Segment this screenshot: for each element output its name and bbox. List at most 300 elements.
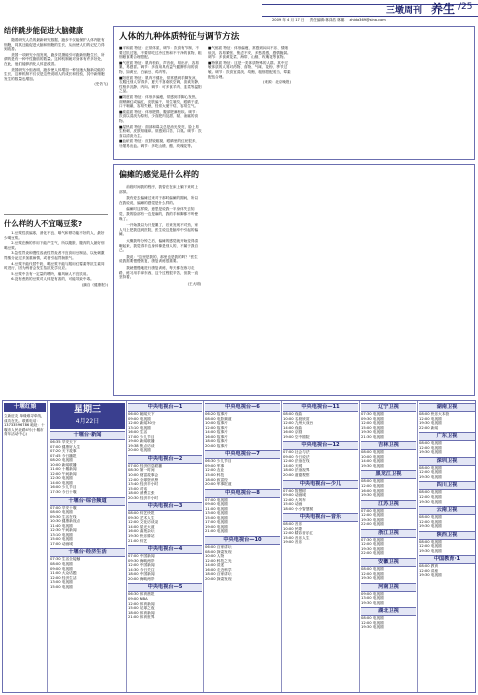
program-row: 14:00 电视剧	[361, 459, 384, 464]
program-row: 19:30 电视剧	[361, 493, 384, 498]
program-row: 13:10 电视剧	[50, 532, 73, 537]
channel-block	[361, 441, 416, 468]
program-row: 19:38 焦点访谈	[128, 443, 155, 448]
program-row: 07:00 智慧树	[283, 488, 306, 493]
article-title: 偏瘫的感觉是什么样的	[119, 170, 199, 179]
channel-title: 十堰台·经济生活	[50, 548, 125, 557]
program-row: 15:00 科技	[205, 473, 225, 478]
program-row: 07:20 天下故事	[50, 449, 77, 454]
program-row: 18:00 中国新闻	[128, 572, 155, 577]
program-row: 19:30 电视剧	[419, 548, 442, 553]
paragraph: 一开始我以为只是累了，后来发现不对劲，家人马上把我送到医院，医生说这是脑卒中引起的偏瘫。	[119, 223, 199, 237]
program-row: 13:00 电视剧	[205, 511, 228, 516]
channel-block	[128, 583, 202, 619]
program-row: 19:30 电视剧	[419, 524, 442, 529]
program-row: 10:00 新闻联播	[50, 462, 77, 467]
channel-title: 中央电视台—2	[128, 455, 202, 464]
channel-block	[283, 441, 358, 477]
channel-title: 湖南卫视	[419, 403, 475, 412]
program-row: 14:00 故事片	[205, 430, 228, 435]
program-row: 08:00 电视剧	[361, 567, 384, 572]
program-row: 10:00 民歌	[283, 526, 303, 531]
program-row: 18:00 消费主张	[128, 491, 155, 496]
channel-block	[361, 583, 416, 606]
ad-title: 十堰红娘	[4, 403, 46, 412]
header-meta	[272, 18, 386, 23]
program-row: 20:00 故事片	[205, 443, 228, 448]
program-row: 15:00 电视剧	[50, 584, 73, 589]
channel-block	[50, 497, 125, 547]
program-row: 12:00 科技之光	[205, 558, 232, 563]
program-row: 21:30 电视剧	[361, 434, 384, 439]
paragraph: 4.豆浆不能代替牛奶，喝豆浆不能与服用红霉素等抗生素同时进行，因为两者会发生拮抗化学反应。	[4, 261, 105, 271]
program-row: 19:30 电视剧	[419, 450, 442, 455]
paragraph: ■湿热质 特征：面部和鼻尖总是油光发亮，脸上易生粉刺，皮肤易瘙痒。常感到口苦、口臭。调节：饮食以清淡为主。	[119, 124, 202, 138]
channel-block	[419, 457, 475, 480]
channel-block	[283, 403, 358, 439]
ad-text: 立新征友 单缘难寻牵线，成功在先。联系电话：13733596786 地址：十堰市人民北路4号(十堰市青年活动中心)	[4, 414, 45, 437]
article-body	[119, 46, 469, 158]
program-row: 16:00 故事片	[205, 434, 228, 439]
paragraph: 6.没有煮熟的豆浆对人体是有害的，可能导致中毒。	[11, 277, 94, 282]
channel-block	[205, 450, 280, 486]
channel-title: 中央电视台—8	[205, 489, 280, 498]
program-row: 08:00 戏曲	[283, 412, 303, 416]
tv-ad-matchmaker	[4, 403, 46, 691]
program-row: 22:00 新闻	[419, 425, 439, 430]
program-row: 20:00 军事报道	[205, 482, 232, 487]
program-row: 18:00 小小智慧树	[283, 506, 314, 511]
article-title: 什么样的人不宜喝豆浆?	[4, 219, 83, 228]
program-row: 07:00 电视剧	[361, 508, 384, 513]
channel-block	[361, 470, 416, 497]
divider	[4, 214, 108, 215]
program-row: 20:00 海峡两岸	[128, 576, 155, 581]
program-row: 15:00 对话	[128, 486, 148, 491]
channel-title: 河南卫视	[361, 583, 416, 592]
program-row: 19:30 电视剧	[361, 463, 384, 468]
program-row: 21:00 体育世界	[128, 615, 155, 620]
program-row: 19:30 电视剧	[361, 625, 384, 630]
channel-title: 中央电视台—少儿	[283, 480, 358, 489]
program-row: 14:00 天网	[283, 463, 303, 468]
program-row: 09:00 今日说法	[283, 454, 310, 459]
program-row: 12:00 中国新闻	[128, 563, 155, 568]
program-row: 15:00 动画	[283, 502, 303, 507]
program-row: 08:00 电视剧	[419, 465, 442, 470]
program-row: 12:00 电视剧	[419, 495, 442, 500]
program-row: 08:00 综艺快报	[128, 511, 155, 516]
program-row: 20:00 道德观察	[283, 473, 310, 478]
program-row: 13:40 经济半小时	[128, 482, 159, 487]
tv-column-2	[128, 403, 202, 691]
column-rule	[359, 401, 360, 692]
program-row: 06:30 体育晨报	[128, 592, 155, 597]
channel-title: 陕西卫视	[419, 531, 475, 540]
page-header	[0, 0, 478, 22]
program-row: 12:30 电视剧	[50, 476, 73, 481]
program-row: 19:30 电视剧	[361, 517, 384, 522]
article-title: 人体的九种体质特征与调节方法	[119, 32, 240, 42]
channel-block	[205, 536, 280, 581]
program-row: 08:30 第一时间	[128, 468, 155, 473]
program-row: 17:30 今日十堰	[50, 490, 77, 495]
program-row: 12:00 大风车	[283, 497, 306, 502]
tv-column-4	[283, 403, 358, 691]
program-row: 12:00 电视剧	[419, 519, 442, 524]
program-row: 10:30 健康新视点	[50, 519, 81, 524]
program-row: 20:00 探索发现	[205, 576, 232, 581]
channel-title: 辽宁卫视	[361, 403, 416, 412]
channel-block	[50, 431, 125, 495]
program-row: 09:30 电视剧	[361, 416, 384, 421]
channel-title: 十堰台·新闻	[50, 431, 125, 440]
program-row: 12:00 电视剧	[361, 513, 384, 518]
program-row: 08:00 教育	[419, 564, 439, 569]
header-email: zhida369@sina.com	[349, 18, 386, 22]
program-row: 18:00 致富经	[205, 477, 228, 482]
program-row: 12:00 电视剧	[361, 421, 384, 426]
program-row: 19:00 新闻联播	[128, 439, 155, 444]
program-row: 19:30 电视剧	[419, 573, 442, 578]
program-row: 07:30 电视剧	[361, 537, 384, 542]
header-section: 三墩周刊	[386, 6, 423, 16]
channel-block	[128, 455, 202, 500]
program-row: 08:00 电视剧	[361, 450, 384, 455]
channel-block	[419, 531, 475, 554]
channel-block	[361, 607, 416, 630]
program-row: 13:00 电视剧	[361, 596, 384, 601]
program-row: 12:00 农业	[205, 468, 225, 473]
channel-block	[128, 403, 202, 453]
channel-block	[419, 555, 475, 578]
program-row: 09:00 NBA	[128, 596, 148, 601]
program-row: 09:00 动画城	[283, 493, 306, 498]
paragraph: 2.豆浆在酶的作用下能产生气，所以腹胀、腹泻的人最好别喝豆浆。	[4, 241, 105, 250]
column-rule	[281, 401, 282, 692]
program-row: 18:00 法治视界	[283, 468, 310, 473]
program-row: 07:30 生活全接触	[50, 557, 81, 562]
program-row: 19:30 快乐驿站	[128, 534, 155, 539]
paragraph: 美国研究小组表明，跑步使人体增加一种加速大脑新功能的生长，这种机制不仅仅是这些说明人的成长和经验，其中新细胞发生的数量也增加。	[4, 67, 105, 81]
paragraph: (来源：北京晚报)	[263, 80, 291, 85]
channel-title: 中央电视台—11	[283, 403, 358, 412]
program-row: 06:00 朝闻天下	[128, 412, 155, 416]
paragraph: ■特禀质 特征：这是一类体质特殊的人群。其中过敏体质的人易对药物、食物、气味、花粉、季节过敏。调节：饮食宜清淡、均衡，粗细搭配适当，荤素配伍合理。	[208, 60, 291, 79]
program-row: 09:30 艺术人生	[128, 515, 155, 520]
program-row: 12:00 电视剧	[419, 470, 442, 475]
program-row: 12:00 讲座	[419, 568, 439, 573]
channel-block	[283, 480, 358, 512]
program-row: 12:00 经济生活	[50, 575, 77, 580]
channel-block	[128, 545, 202, 581]
paragraph: 前段时间我的程序，我曾在在床上躺下来时上部掉。	[119, 185, 199, 194]
program-row: 08:20 电视剧	[50, 458, 73, 463]
program-row: 16:00 少儿节目	[50, 485, 77, 490]
program-row: 08:00 电视剧	[419, 539, 442, 544]
program-row: 12:00 体育新闻	[128, 601, 155, 606]
paragraph: 偏瘫时这样做，意思是说我一半身体失去知觉，我的脸部有一边是麻的，我的手和脚都不听使唤了。	[119, 207, 199, 221]
channel-title: 黑龙江卫视	[361, 470, 416, 479]
channel-title: 云南卫视	[419, 506, 475, 515]
paragraph: (摘自《健康报》)	[81, 282, 108, 287]
program-row: 08:00 电视剧	[50, 562, 73, 567]
program-row: 19:00 电视剧	[205, 524, 228, 529]
program-row: 19:30 电视剧	[361, 600, 384, 605]
column-rule	[203, 401, 204, 692]
paragraph: 美国一项研究小组发现，跑步员摄能引可跑新细胞生长，所谓的是有一种中性脂肪的数量。这种机制就对身体有许多好处，在此，他们能够消化人体更改善。	[4, 52, 105, 66]
channel-title: 江苏卫视	[361, 500, 416, 509]
paragraph: 我有爱去偏瘫过来对于那时偏瘫的期间，所以在我说说，偏瘫的感觉是什么样的。	[119, 196, 199, 205]
program-row: 18:00 体育新闻	[128, 610, 155, 615]
channel-title: 中央电视台—6	[205, 403, 280, 412]
channel-title: 中央电视台—3	[128, 502, 202, 511]
program-row: 07:45 今日播报	[50, 453, 77, 458]
paragraph: 大概我每分钟之后，偏瘫的感觉就开始变得清晰起来，我觉得半边身体像是别人的，不属于我自己。	[119, 238, 199, 253]
article-body	[4, 38, 108, 87]
program-row: 12:00 法治在线	[283, 459, 310, 464]
program-row: 15:00 音乐人生	[283, 535, 310, 540]
program-row: 07:30 电视剧	[361, 412, 384, 416]
program-row: 19:00 音乐	[283, 540, 303, 545]
channel-title: 安徽卫视	[361, 558, 416, 567]
paragraph: ■阴虚质 特征：体形多偏瘦，常感到手脚心发热，面颊潮红或偏红，皮肤偏干，易生皱纹，眼睛干涩，口干咽燥，容易失眠，经常大便干结，容易生气。	[119, 94, 202, 109]
program-row: 11:00 大众话题	[50, 571, 77, 576]
program-row: 10:00 人物	[205, 554, 225, 559]
program-row: 21:00 综艺	[128, 538, 148, 543]
channel-title: 中央电视台—7	[205, 450, 280, 459]
program-row: 19:30 电视剧	[419, 499, 442, 504]
main-article-hemiplegia	[113, 164, 475, 396]
article-body	[119, 185, 469, 393]
program-row: 07:00 电视剧	[205, 497, 228, 502]
program-row: 08:00 电视剧	[361, 479, 384, 484]
program-row: 09:00 电视剧	[128, 416, 151, 421]
channel-title: 中央电视台—1	[128, 403, 202, 412]
paragraph: ■气虚质 特征：肌肉松软，声音低，易出汗，容易累，易感冒。调节：多食用具有益气健脾作用的食物，如黄豆、白扁豆、鸡肉等。	[119, 60, 200, 74]
program-row: 07:00 社会与法	[283, 450, 310, 455]
day-banner	[50, 403, 125, 429]
paragraph: (王大明)	[187, 281, 202, 286]
program-row: 20:30 经济半小时	[128, 495, 159, 500]
channel-title: 四川卫视	[419, 481, 475, 490]
program-row: 19:30 电视剧	[361, 576, 384, 581]
program-row: 12:00 电视剧	[361, 484, 384, 489]
channel-title: 广东卫视	[419, 432, 475, 441]
program-row: 12:00 午间新闻	[50, 471, 77, 476]
program-row: 12:00 文化访谈录	[128, 520, 159, 525]
paragraph: ■血瘀质 特征：皮肤较粗糙，眼睛里的红丝很多，牙龈易出血。调节：多吃山楂、醋、玫瑰花等。	[119, 139, 200, 148]
channel-block	[283, 513, 358, 545]
program-row: 12:00 电视剧	[419, 544, 442, 549]
program-row: 21:00 电视剧	[205, 529, 228, 534]
program-row: 10:00 故事片	[205, 421, 228, 426]
program-row: 12:00 电视剧	[361, 571, 384, 576]
channel-block	[361, 529, 416, 556]
program-row: 14:00 电视剧	[50, 480, 73, 485]
program-row: 19:00 空中剧院	[283, 434, 310, 439]
program-row: 12:00 电视剧	[419, 445, 442, 450]
program-row: 08:00 电影频道	[205, 416, 232, 421]
date-label: 4月22日	[75, 418, 100, 425]
program-row: 08:00 电视剧	[419, 490, 442, 495]
program-row: 16:00 电视剧	[361, 488, 384, 493]
program-row: 13:10 电视剧	[128, 425, 151, 430]
program-row: 16:00 曲苑杂坛	[128, 529, 155, 534]
program-row: 08:00 探索发现	[205, 549, 232, 554]
program-row: 12:00 电视剧	[361, 620, 384, 625]
program-row: 07:00 早安十堰	[50, 505, 77, 510]
program-row: 09:00 电视剧	[361, 591, 384, 596]
channel-title: 湖北卫视	[361, 607, 416, 616]
program-row: 08:00 电视剧	[50, 510, 73, 515]
channel-block	[361, 403, 416, 439]
paragraph: 5.豆浆中含有一定量的嘌呤，痛风病人不宜饮用。	[11, 271, 91, 276]
program-row: 09:00 军事	[205, 463, 225, 468]
paragraph: (史仍飞)	[94, 82, 108, 87]
program-row: 10:00 名段欣赏	[283, 416, 310, 421]
paragraph: 我说："这里是我的，那里也是我的吗？"医生说我需要慢慢恢复，康复训练很重要。	[119, 254, 198, 264]
paragraph: 我就慢慢地进行康复训练，每天都在练习走路，练习用手拿东西，这个过程很辛苦，但我一直坚持着。	[119, 265, 199, 280]
program-row: 14:30 今日关注	[128, 567, 155, 572]
program-row: 06:00 百家讲坛	[205, 545, 232, 550]
program-row: 08:00 电视剧	[361, 616, 384, 621]
paragraph: 1.豆浆性质偏寒，消化不良、嗝气和肾功能不好的人，最好少喝豆浆。	[4, 231, 105, 240]
column-rule	[47, 401, 48, 692]
tv-column-5	[361, 403, 416, 691]
program-row: 09:30 海峡两岸	[128, 558, 155, 563]
program-row: 08:00 电视剧	[419, 515, 442, 520]
channel-title: 十堰台·综合频道	[50, 497, 125, 506]
channel-title: 浙江卫视	[361, 529, 416, 538]
channel-title: 中央电视台—5	[128, 583, 202, 592]
paragraph: ■平和质 特征：正常体质，调节：饮食有节制，不要过饥过饱，不要常吃过冷过热和不干净的食物，粗细粮食要合理搭配。	[119, 46, 202, 60]
paragraph: ■气郁质 特征：体形偏瘦，常感到闷闷不乐、情绪低沉，容易紧张、焦虑不安，多愁善感，感情脆弱。调节：多食黄花菜、海带、山楂、玫瑰花等食物。	[208, 46, 291, 60]
channel-title: 中央电视台—音乐	[283, 513, 358, 522]
program-row: 07:00 健康好人生	[50, 444, 81, 449]
main-article-constitution	[113, 26, 475, 160]
program-row: 07:00 经济信息联播	[128, 463, 162, 468]
channel-title: 吉林卫视	[361, 441, 416, 450]
program-row: 10:00 电视剧	[361, 454, 384, 459]
program-row: 19:30 电视剧	[361, 430, 384, 435]
program-row: 08:00 快乐大本营	[419, 412, 450, 416]
program-row: 19:30 电视剧	[419, 474, 442, 479]
program-row: 11:40 电视剧	[50, 523, 73, 528]
program-row: 16:00 生活	[128, 430, 148, 435]
channel-title: 中央电视台—4	[128, 545, 202, 554]
left-article-soymilk	[4, 218, 108, 396]
header-title: 养生	[431, 2, 456, 16]
program-row: 13:00 电视剧	[50, 580, 73, 585]
program-row: 14:00 星光大道	[128, 524, 155, 529]
program-row: 12:00 全球资讯榜	[128, 477, 159, 482]
program-row: 17:00 少儿节目	[128, 434, 155, 439]
program-row: 17:00 电视剧	[205, 520, 228, 525]
program-row: 12:00 九州大戏台	[283, 421, 314, 426]
program-row: 15:00 电视剧	[205, 515, 228, 520]
header-date: 2009 年 4 月 17 日	[272, 18, 305, 22]
program-row: 15:00 电视剧	[361, 425, 384, 430]
paragraph: ■痰湿质 特征：体形肥胖，腹部肥满松软。调节：饮食以清淡为原则，少食肥肉及甜、黏、油腻的食物。	[119, 109, 200, 123]
header-rule-bottom	[262, 16, 478, 17]
paragraph: 随着研究人员的最新研究数据，跑步不仅能保护人体内脏有细胞，同其还能促进大脑和细胞的生长，从而使人们的记忆力得到改善。	[4, 38, 105, 52]
program-row: 12:00 新闻30分	[128, 421, 156, 426]
column-rule	[126, 401, 127, 692]
paragraph: ■阳虚质 特征：肌肉不健壮，常常感到手脚发凉，衣服比别人穿得多，夏天不喜欢吹空调，喜欢安静，性格多沉静、内向。调节：可多食羊肉、韭菜等温阳之品。	[119, 75, 202, 94]
left-article-brain	[4, 26, 108, 212]
channel-block	[419, 481, 475, 504]
program-row: 06:20 故事片	[205, 412, 228, 416]
program-row: 19:30 电视剧	[419, 421, 442, 426]
channel-block	[205, 403, 280, 448]
program-row: 12:00 电视剧	[419, 416, 442, 421]
program-row: 09:00 电视剧	[50, 566, 73, 571]
program-row: 12:30 午间新闻	[50, 528, 77, 533]
header-page: /25	[458, 2, 473, 12]
program-row: 11:00 电视剧	[205, 506, 228, 511]
program-row: 14:00 戏曲	[283, 425, 303, 430]
channel-title: 中央电视台—12	[283, 441, 358, 450]
column-rule	[417, 401, 418, 692]
program-row: 10:00 财富故事会	[128, 473, 159, 478]
program-row: 18:00 故事片	[205, 439, 228, 444]
channel-block	[419, 432, 475, 455]
program-row: 15:00 电视剧	[50, 537, 73, 542]
header-editor: 责任编辑:林泽浩 林娜	[309, 18, 345, 22]
channel-block	[50, 548, 125, 589]
program-row: 16:00 走近科学	[205, 567, 232, 572]
program-row: 07:00 中国新闻	[128, 554, 155, 559]
program-row: 08:00 电视剧	[419, 441, 442, 446]
article-body	[4, 231, 108, 288]
channel-title: 中国教育·1	[419, 555, 475, 564]
channel-block	[361, 558, 416, 581]
program-row: 18:00 百家讲坛	[205, 572, 232, 577]
program-row: 08:00 音乐	[283, 522, 303, 527]
channel-block	[361, 500, 416, 527]
channel-block	[128, 502, 202, 543]
program-row: 22:00 电视剧	[361, 551, 384, 556]
channel-block	[419, 506, 475, 529]
program-row: 12:00 电视剧	[361, 542, 384, 547]
program-row: 09:30 生活在线	[50, 514, 77, 519]
channel-block	[205, 489, 280, 534]
channel-title: 深圳卫视	[419, 457, 475, 466]
program-row: 19:30 电视剧	[361, 546, 384, 551]
day-label: 星期三	[73, 405, 101, 415]
tv-column-3	[205, 403, 280, 691]
program-row: 17:00 动画城	[50, 541, 73, 546]
tv-column-6	[419, 403, 475, 691]
tv-column-1	[50, 431, 125, 691]
program-row: 09:00 电视剧	[205, 502, 228, 507]
program-row: 11:00 十堰新闻	[50, 467, 77, 472]
program-row: 06:35 早安天下	[50, 440, 77, 444]
program-row: 20:00 电视剧	[128, 448, 151, 453]
paragraph: 3.急性胃炎和慢性浅表性胃炎者不宜食用豆制品，以免刺激胃酸分泌过多加重病情，或者引起胃肠胀气。	[4, 251, 105, 260]
program-row: 12:00 精彩音乐汇	[283, 531, 314, 536]
program-row: 06:30 少儿节目	[205, 459, 232, 464]
channel-title: 中央电视台—10	[205, 536, 280, 545]
program-row: 14:00 讲述	[205, 563, 225, 568]
program-row: 15:00 足球之夜	[128, 606, 155, 611]
article-title: 结伴跳步能促进大脑健康	[4, 26, 84, 35]
program-row: 16:00 京剧	[283, 430, 303, 435]
program-row: 22:00 电视剧	[361, 522, 384, 527]
channel-block	[419, 403, 475, 430]
program-row: 12:00 故事片	[205, 425, 228, 430]
